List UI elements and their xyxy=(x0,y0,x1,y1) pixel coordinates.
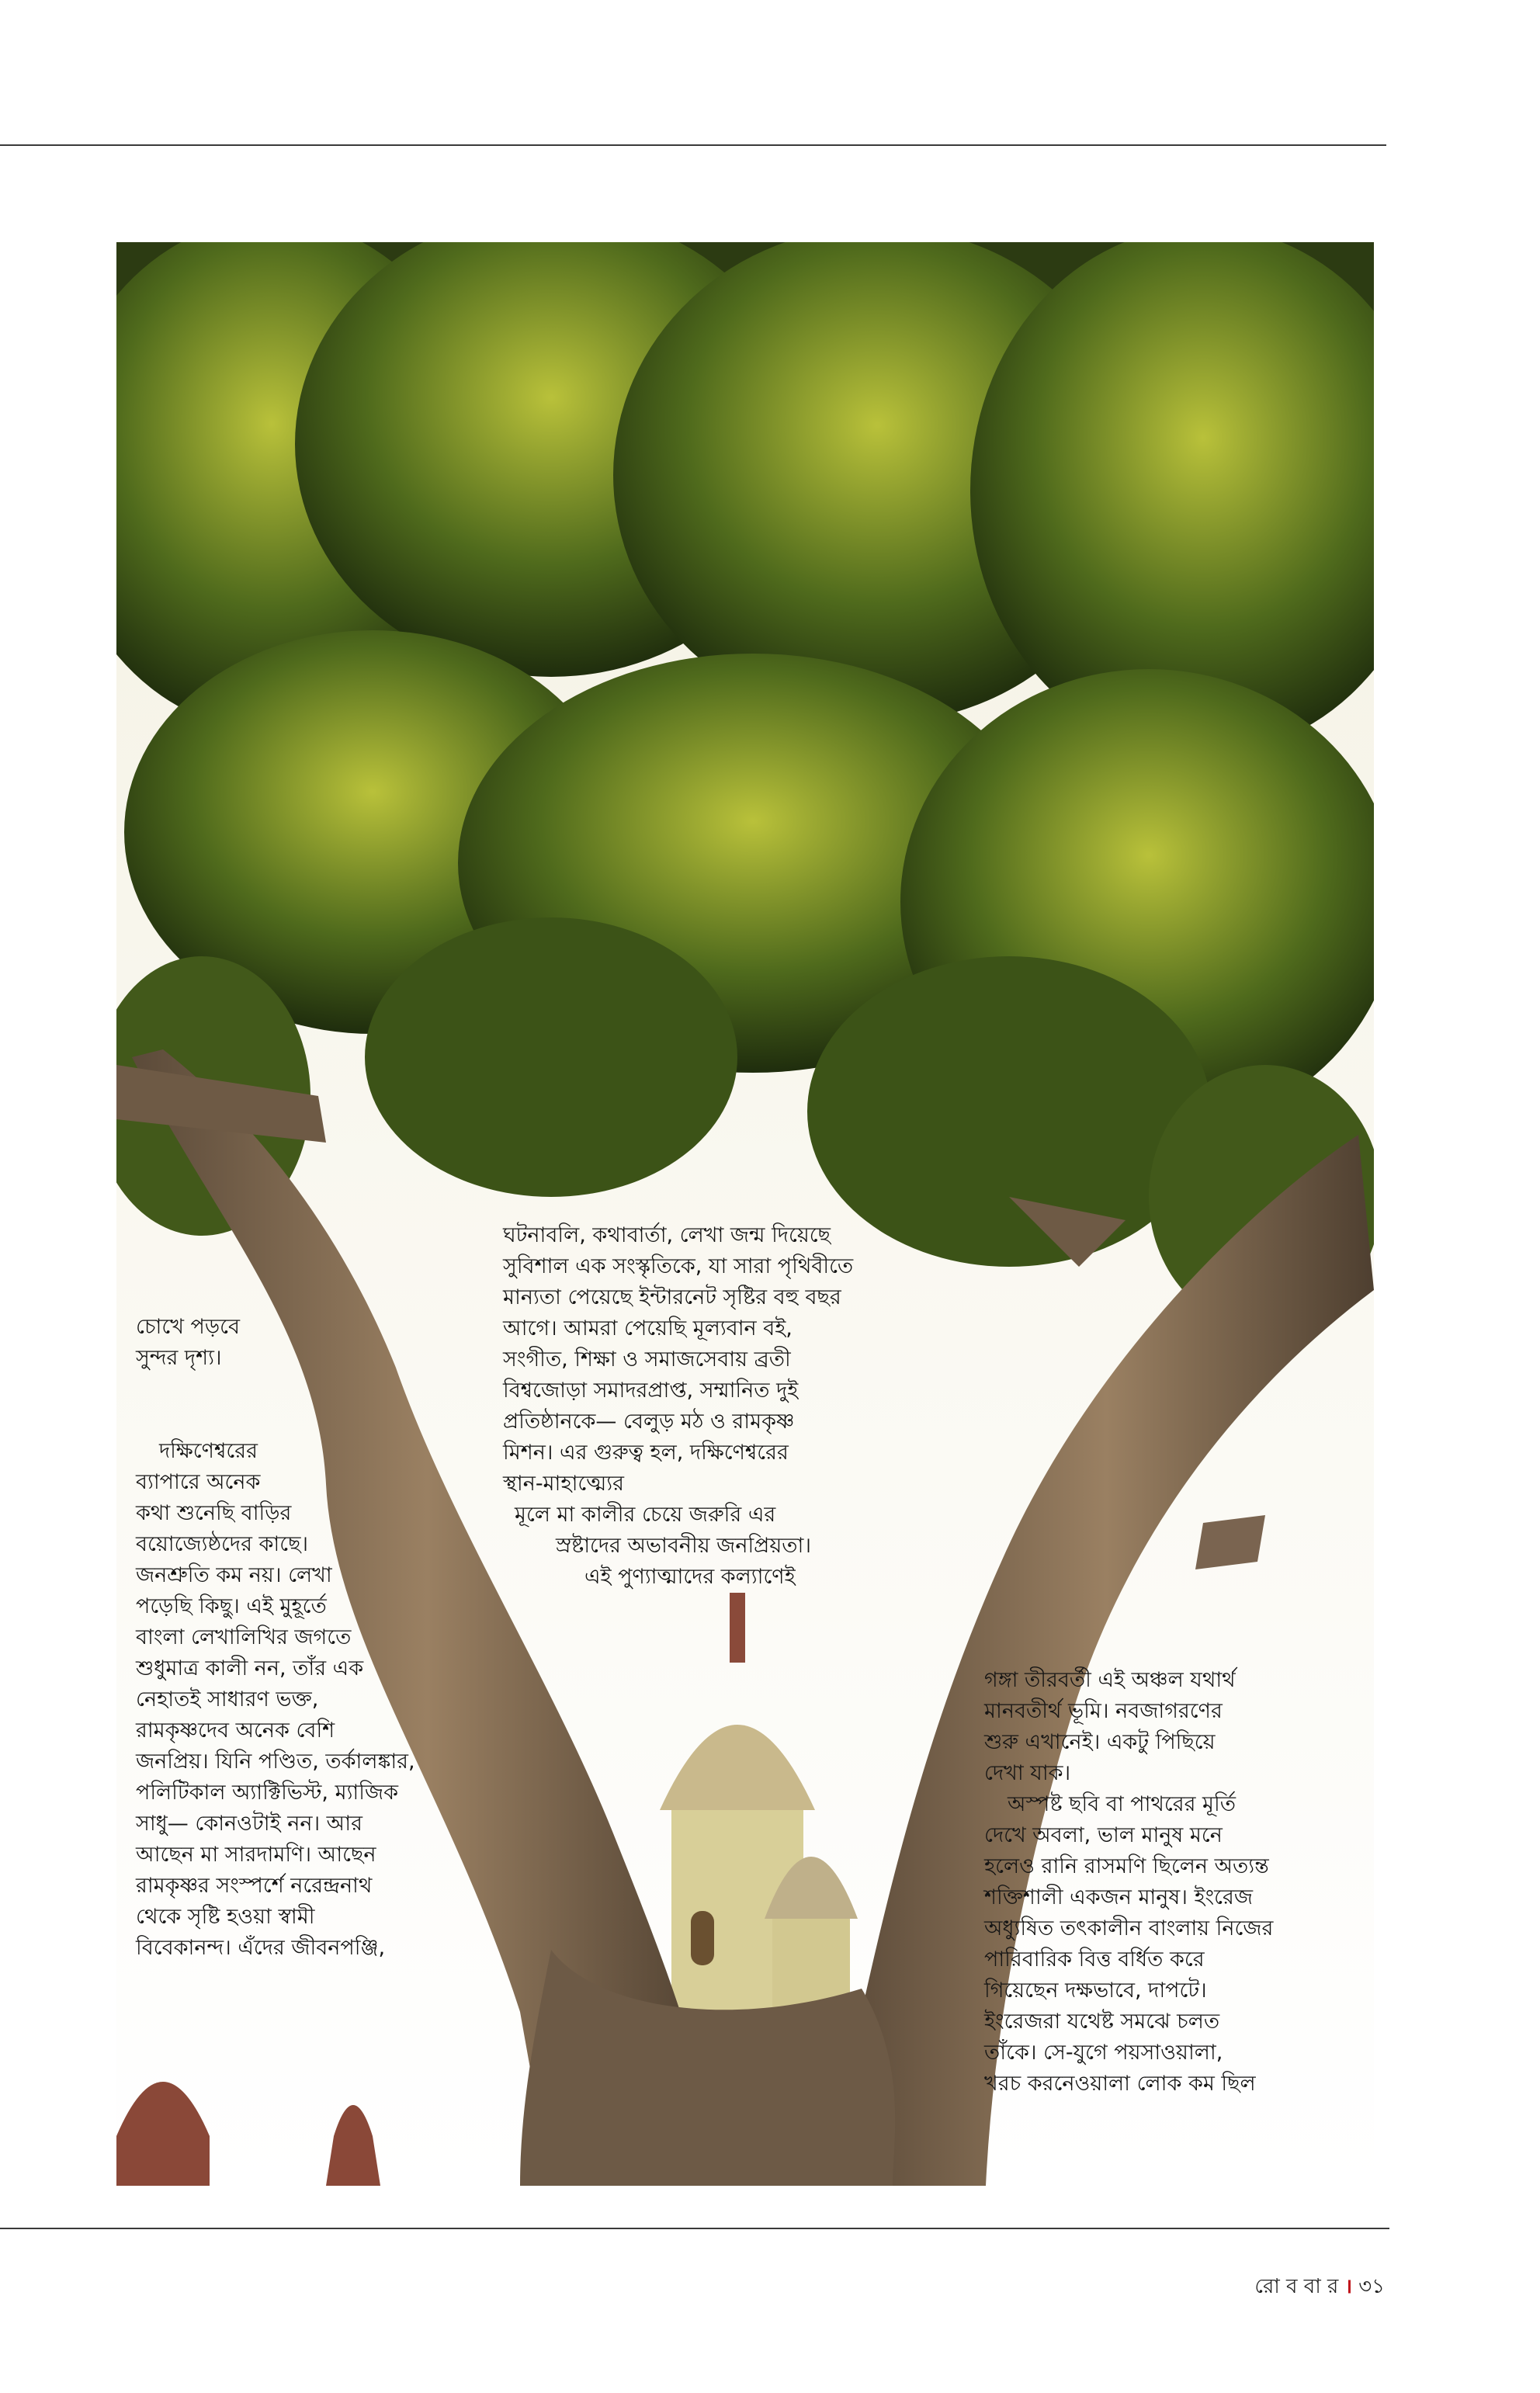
text-line: পারিবারিক বিত্ত বর্ধিত করে xyxy=(984,1947,1205,1972)
text-line: জনশ্রুতি কম নয়। লেখা xyxy=(136,1563,332,1587)
text-line: ইংরেজরা যথেষ্ট সমঝে চলত xyxy=(984,2010,1220,2034)
text-line: প্রতিষ্ঠানকে— বেলুড় মঠ ও রামকৃষ্ণ xyxy=(503,1410,795,1434)
page-number: ৩১ xyxy=(1358,2275,1385,2298)
bottom-rule xyxy=(0,2228,1389,2229)
text-line: শক্তিশালী একজন মানুষ। ইংরেজ xyxy=(984,1885,1254,1909)
text-line: তাঁকে। সে-যুগে পয়সাওয়ালা, xyxy=(984,2041,1223,2065)
column-middle xyxy=(503,1220,938,1593)
top-rule xyxy=(0,144,1386,146)
text-line: রামকৃষ্ণর সংস্পর্শে নরেন্দ্রনাথ xyxy=(136,1874,373,1898)
text-line: পড়েছি কিছু। এই মুহূর্তে xyxy=(136,1594,327,1618)
text-line: থেকে সৃষ্টি হওয়া স্বামী xyxy=(136,1905,315,1929)
text-line: বিশ্বজোড়া সমাদরপ্রাপ্ত, সম্মানিত দুই xyxy=(503,1379,799,1403)
text-line: সুন্দর দৃশ্য। xyxy=(136,1346,222,1370)
text-line: চোখে পড়বে xyxy=(136,1315,240,1339)
text-line: দেখে অবলা, ভাল মানুষ মনে xyxy=(984,1823,1223,1847)
text-line: দেখা যাক। xyxy=(984,1761,1071,1785)
text-line: মান্যতা পেয়েছে ইন্টারনেট সৃষ্টির বহু বছর xyxy=(503,1285,841,1309)
column-left xyxy=(136,1312,462,1964)
paragraph-gap xyxy=(136,1374,462,1436)
magazine-name: রো ব বা র xyxy=(1254,2275,1339,2298)
text-line: দক্ষিণেশ্বরের xyxy=(159,1439,258,1463)
page-footer xyxy=(1254,2270,1385,2305)
text-line: বয়োজ্যেষ্ঠদের কাছে। xyxy=(136,1532,309,1556)
text-line: গঙ্গা তীরবর্তী এই অঞ্চল যথার্থ xyxy=(984,1668,1236,1692)
text-line: স্রষ্টাদের অভাবনীয় জনপ্রিয়তা। xyxy=(556,1534,811,1558)
text-line: ঘটনাবলি, কথাবার্তা, লেখা জন্ম দিয়েছে xyxy=(503,1223,831,1247)
text-line: কথা শুনেছি বাড়ির xyxy=(136,1501,292,1525)
text-line: শুরু এখানেই। একটু পিছিয়ে xyxy=(984,1730,1216,1754)
text-line: মিশন। এর গুরুত্ব হল, দক্ষিণেশ্বরের xyxy=(503,1441,789,1465)
text-line: আগে। আমরা পেয়েছি মূল্যবান বই, xyxy=(503,1316,793,1340)
text-line: রামকৃষ্ণদেব অনেক বেশি xyxy=(136,1718,335,1743)
text-line: মানবতীর্থ ভূমি। নবজাগরণের xyxy=(984,1699,1223,1723)
text-line: গিয়েছেন দক্ষভাবে, দাপটে। xyxy=(984,1979,1207,2003)
text-line: এই পুণ্যাত্মাদের কল্যাণেই xyxy=(584,1565,796,1589)
text-line: পলিটিকাল অ্যাক্টিভিস্ট, ম্যাজিক xyxy=(136,1781,399,1805)
text-line: বিবেকানন্দ। এঁদের জীবনপঞ্জি, xyxy=(136,1936,386,1960)
column-right xyxy=(984,1665,1372,2100)
text-line: ব্যাপারে অনেক xyxy=(136,1470,261,1494)
text-line: শুধুমাত্র কালী নন, তাঁর এক xyxy=(136,1656,364,1680)
text-line: সংগীত, শিক্ষা ও সমাজসেবায় ব্রতী xyxy=(503,1347,791,1372)
text-line: মূলে মা কালীর চেয়ে জরুরি এর xyxy=(515,1503,776,1527)
text-line: নেহাতই সাধারণ ভক্ত, xyxy=(136,1687,319,1712)
text-line: সুবিশাল এক সংস্কৃতিকে, যা সারা পৃথিবীতে xyxy=(503,1254,854,1278)
text-line: জনপ্রিয়। যিনি পণ্ডিত, তর্কালঙ্কার, xyxy=(136,1750,415,1774)
text-line: সাধু— কোনওটাই নন। আর xyxy=(136,1812,363,1836)
text-line: অধ্যুষিত তৎকালীন বাংলায় নিজের xyxy=(984,1916,1274,1940)
text-line: হলেও রানি রাসমণি ছিলেন অত্যন্ত xyxy=(984,1854,1269,1878)
text-line: খরচ করনেওয়ালা লোক কম ছিল xyxy=(984,2072,1256,2096)
text-line: বাংলা লেখালিখির জগতে xyxy=(136,1625,352,1649)
footer-separator: । xyxy=(1344,2275,1353,2298)
text-line: স্থান-মাহাত্ম্যের xyxy=(503,1472,624,1496)
text-line: আছেন মা সারদামণি। আছেন xyxy=(136,1843,376,1867)
text-line: অস্পষ্ট ছবি বা পাথরের মূর্তি xyxy=(1008,1792,1237,1816)
